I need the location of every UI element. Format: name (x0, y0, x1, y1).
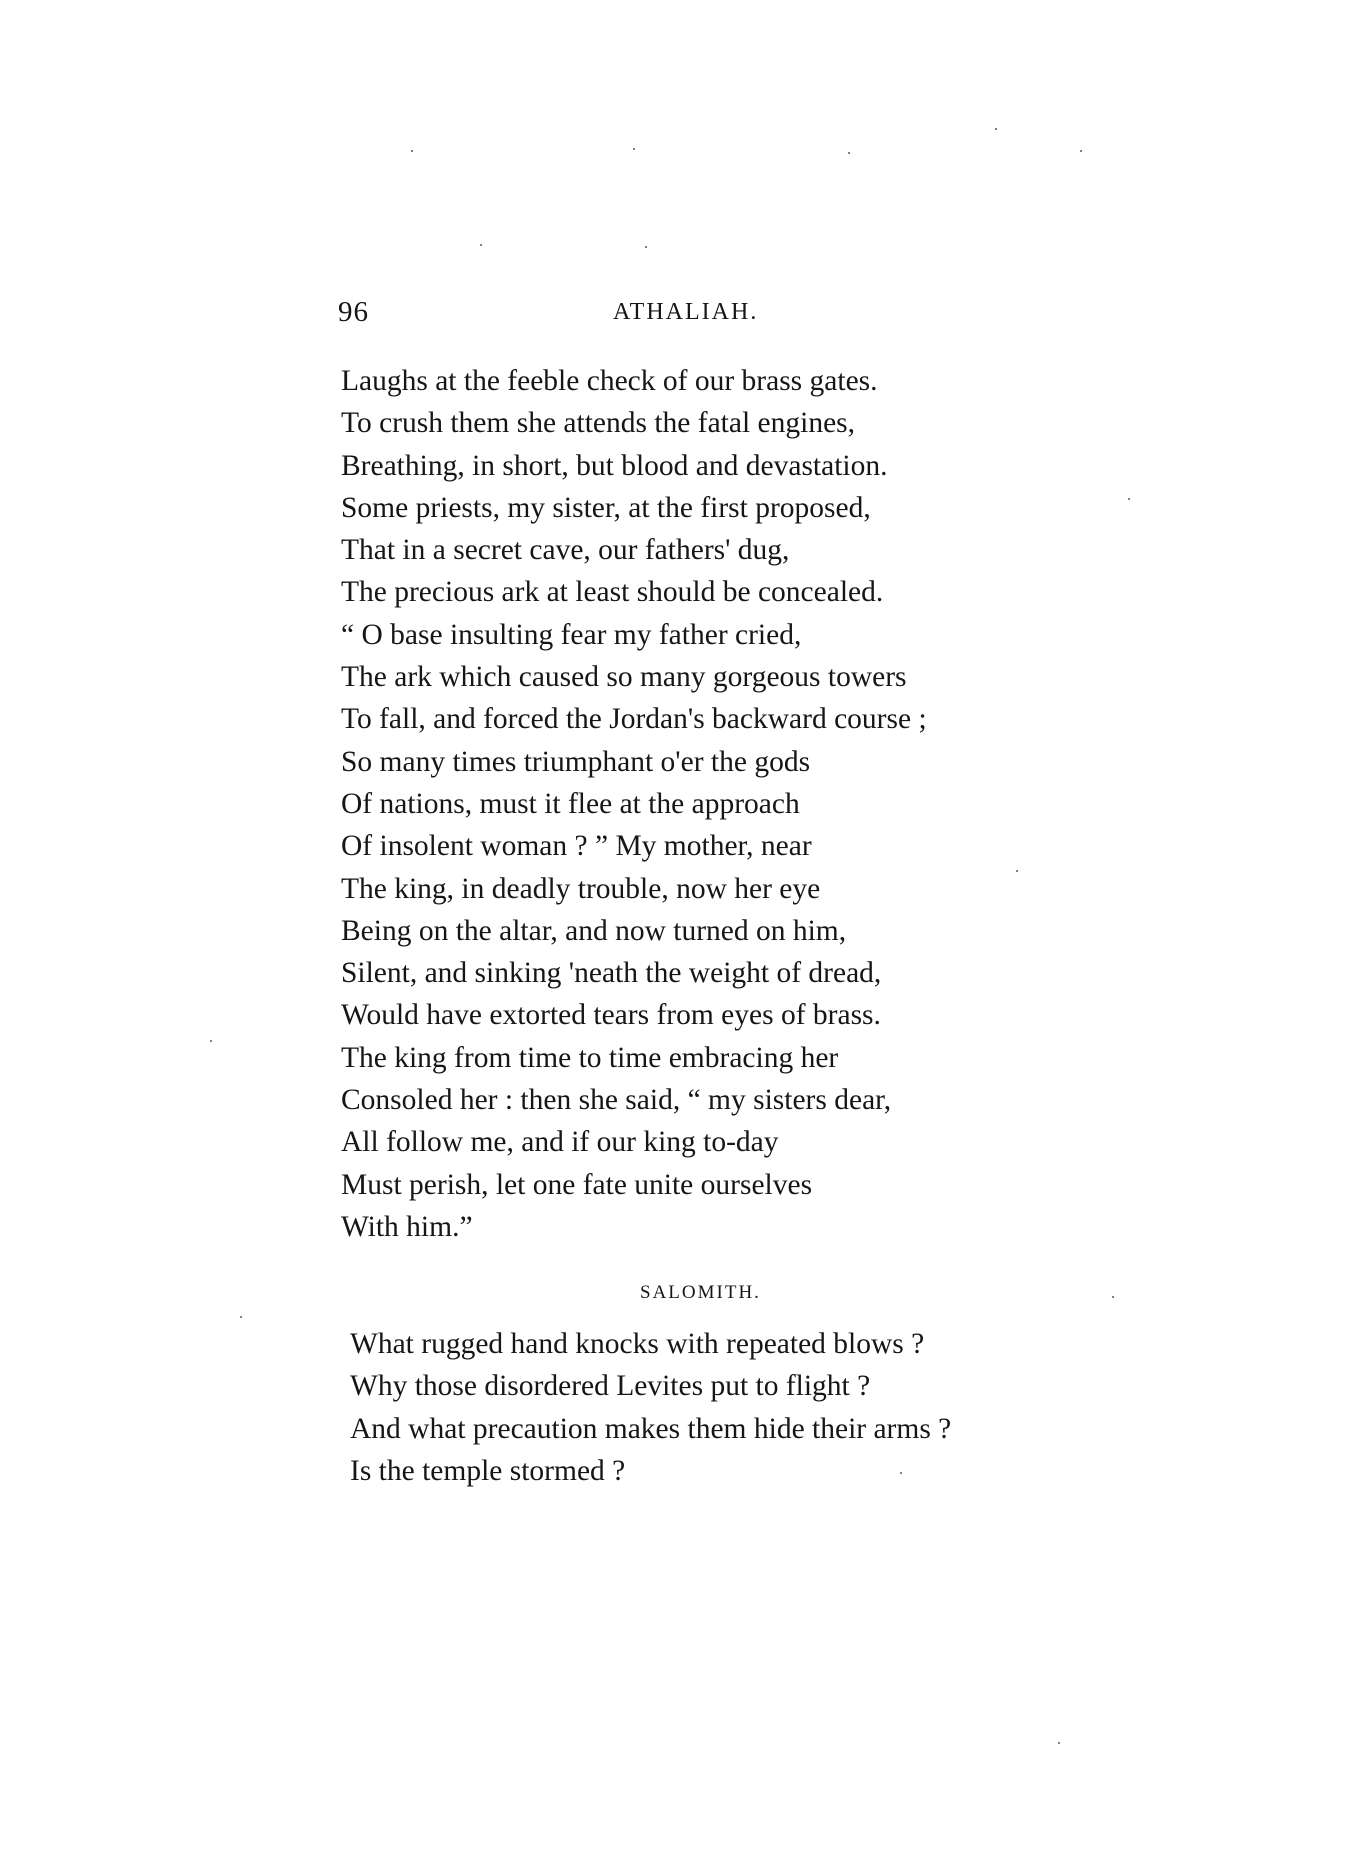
print-speck (645, 246, 647, 248)
verse-line: What rugged hand knocks with repeated blows ? (350, 1328, 925, 1360)
print-speck (1058, 1742, 1060, 1744)
verse-line: The king, in deadly trouble, now her eye (341, 872, 821, 905)
verse-line: Of nations, must it flee at the approach (341, 787, 800, 820)
print-speck (1128, 498, 1130, 500)
verse-line: And what precaution makes them hide their arms ? (350, 1412, 952, 1445)
verse-line: Breathing, in short, but blood and devastation. (341, 449, 888, 482)
verse-line: Some priests, my sister, at the first proposed, (341, 491, 871, 524)
verse-line: Silent, and sinking 'neath the weight of dread, (341, 957, 882, 990)
verse-passage-one (341, 360, 1061, 1248)
verse-line: To crush them she attends the fatal engines, (341, 407, 856, 440)
verse-line: To fall, and forced the Jordan's backward course ; (341, 703, 927, 736)
print-speck (1080, 150, 1082, 152)
print-speck (240, 1316, 242, 1318)
verse-line: Of insolent woman ? ” My mother, near (341, 830, 812, 863)
speaker-name: SALOMITH. (640, 1282, 761, 1303)
verse-line: Must perish, let one fate unite ourselves (341, 1168, 813, 1201)
page-number: 96 (338, 296, 369, 328)
verse-line: Would have extorted tears from eyes of brass. (341, 999, 881, 1032)
verse-passage-two (350, 1323, 1070, 1492)
verse-line: All follow me, and if our king to-day (341, 1126, 779, 1159)
verse-line: “ O base insulting fear my father cried, (341, 618, 802, 651)
print-speck (848, 152, 850, 154)
print-speck (480, 244, 482, 246)
print-speck (633, 148, 635, 150)
verse-line: So many times triumphant o'er the gods (341, 745, 811, 778)
verse-line: Being on the altar, and now turned on him, (341, 914, 847, 947)
print-speck (1112, 1296, 1114, 1298)
verse-line: Is the temple stormed ? (350, 1454, 626, 1487)
verse-line: Laughs at the feeble check of our brass gates. (341, 365, 878, 397)
verse-line: With him.” (341, 1210, 473, 1243)
verse-line: The ark which caused so many gorgeous towers (341, 661, 907, 694)
print-speck (210, 1040, 212, 1042)
print-speck (995, 128, 997, 130)
verse-line: Consoled her : then she said, “ my sisters dear, (341, 1084, 892, 1117)
running-title: ATHALIAH. (613, 299, 759, 325)
verse-line: That in a secret cave, our fathers' dug, (341, 534, 790, 567)
verse-line: Why those disordered Levites put to flight ? (350, 1370, 871, 1403)
verse-line: The king from time to time embracing her (341, 1041, 839, 1074)
verse-line: The precious ark at least should be concealed. (341, 576, 884, 609)
print-speck (411, 150, 413, 152)
page-header (338, 296, 1038, 336)
